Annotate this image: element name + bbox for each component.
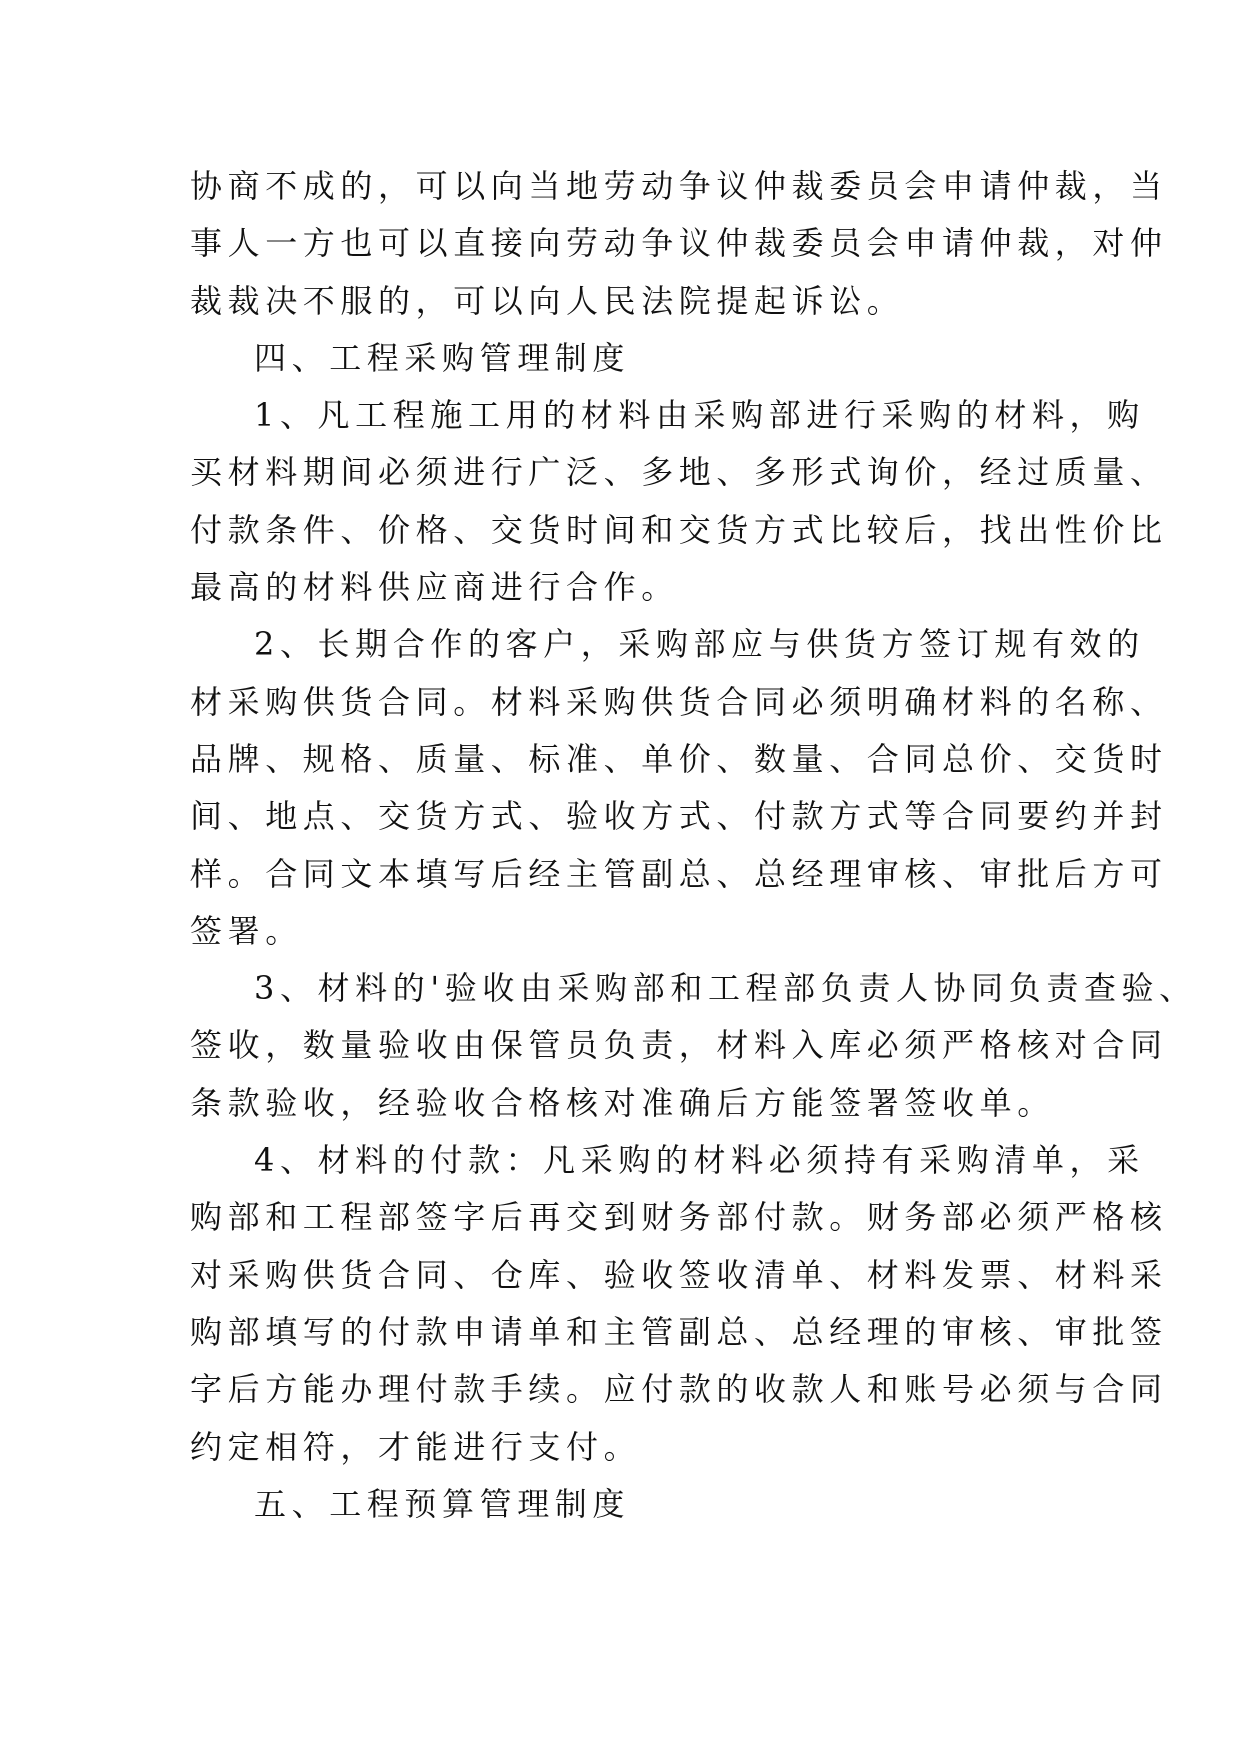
text-line: 4、材料的付款：凡采购的材料必须持有采购清单，采 [254, 1141, 1145, 1180]
text-line: 协商不成的，可以向当地劳动争议仲裁委员会申请仲裁，当 [190, 167, 1168, 205]
text-line: 事人一方也可以直接向劳动争议仲裁委员会申请仲裁，对仲 [190, 224, 1168, 263]
text-line: 1、凡工程施工用的材料由采购部进行采购的材料，购 [254, 396, 1145, 435]
document-body [190, 158, 1197, 1533]
text-line: 购部和工程部签字后再交到财务部付款。财务部必须严格核 [190, 1198, 1168, 1237]
text-line: 材采购供货合同。材料采购供货合同必须明确材料的名称、 [190, 682, 1168, 721]
text-line: 购部填写的付款申请单和主管副总、总经理的审核、审批签 [190, 1312, 1168, 1351]
text-line: 约定相符，才能进行支付。 [190, 1427, 642, 1466]
text-line: 样。合同文本填写后经主管副总、总经理审核、审批后方可 [190, 854, 1168, 893]
section-heading: 四、工程采购管理制度 [254, 338, 631, 377]
text-line: 买材料期间必须进行广泛、多地、多形式询价，经过质量、 [190, 453, 1168, 492]
text-line: 签收，数量验收由保管员负责，材料入库必须严格核对合同 [190, 1026, 1168, 1065]
text-line: 字后方能办理付款手续。应付款的收款人和账号必须与合同 [190, 1370, 1168, 1409]
text-line: 对采购供货合同、仓库、验收签收清单、材料发票、材料采 [190, 1255, 1168, 1294]
text-line: 品牌、规格、质量、标准、单价、数量、合同总价、交货时 [190, 739, 1168, 778]
text-line: 最高的材料供应商进行合作。 [190, 568, 679, 607]
text-line: 条款验收，经验收合格核对准确后方能签署签收单。 [190, 1083, 1055, 1122]
text-line: 付款条件、价格、交货时间和交货方式比较后，找出性价比 [190, 510, 1168, 549]
text-line: 2、长期合作的客户，采购部应与供货方签订规有效的 [254, 625, 1145, 664]
text-line: 3、材料的'验收由采购部和工程部负责人协同负责查验、 [254, 969, 1197, 1008]
text-line: 裁裁决不服的，可以向人民法院提起诉讼。 [190, 281, 905, 320]
text-line: 间、地点、交货方式、验收方式、付款方式等合同要约并封 [190, 797, 1168, 836]
text-line: 签署。 [190, 911, 303, 950]
section-heading: 五、工程预算管理制度 [254, 1484, 631, 1523]
